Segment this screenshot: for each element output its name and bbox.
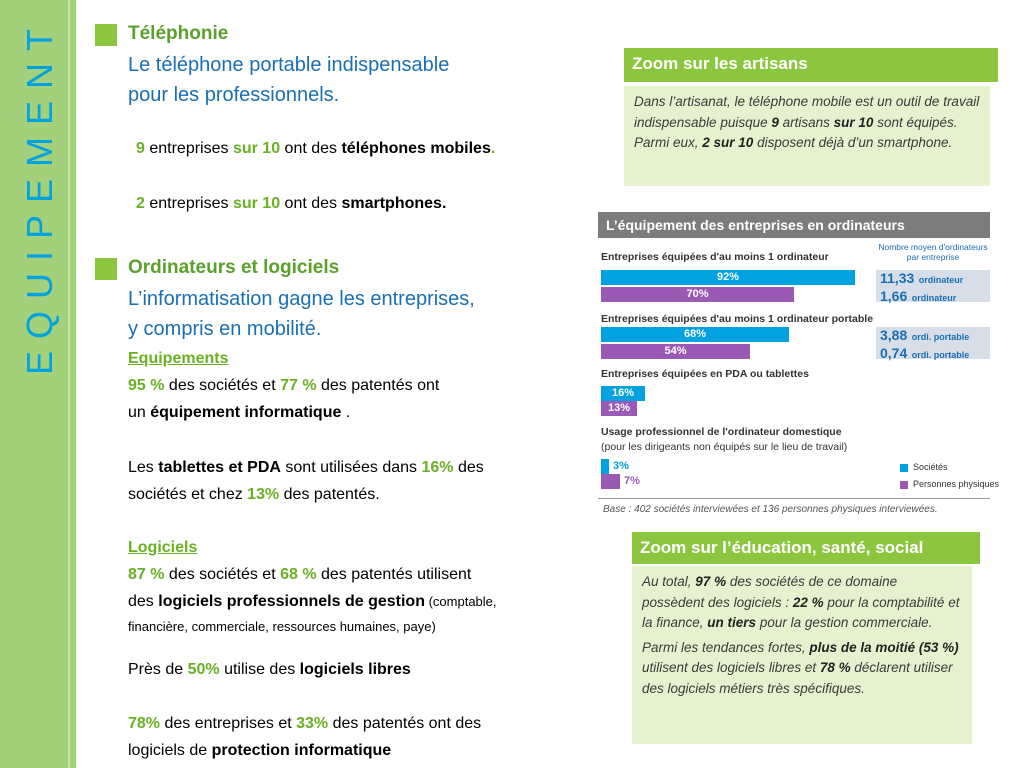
text: sont équipés. Parmi eux, bbox=[634, 114, 958, 150]
percent: 68 % bbox=[280, 566, 317, 583]
keyword: logiciels libres bbox=[299, 661, 411, 678]
text: des sociétés et bbox=[164, 377, 281, 394]
percent: 50% bbox=[187, 661, 220, 678]
text: pour la comptabilité et la finance, bbox=[642, 594, 960, 630]
ordinateurs-subhead-2: y compris en mobilité. bbox=[128, 318, 322, 340]
telephonie-subhead-1: Le téléphone portable indispensable bbox=[128, 54, 450, 76]
percent: 33% bbox=[296, 715, 329, 732]
telephonie-heading: Téléphonie bbox=[128, 23, 229, 44]
chart-bar-personnes bbox=[601, 474, 620, 489]
chart-baseline bbox=[598, 498, 990, 499]
log-line-4 bbox=[128, 659, 411, 681]
text: des sociétés de ce domaine possèdent des logiciels : bbox=[642, 574, 898, 610]
stat-number: 2 bbox=[136, 195, 145, 212]
side-title: EQUIPEMENT bbox=[19, 16, 60, 376]
text: pour la gestion commerciale. bbox=[756, 615, 933, 630]
text: Les bbox=[128, 459, 159, 476]
chart-title: L’équipement des entreprises en ordinateurs bbox=[598, 212, 990, 238]
bold: 2 sur 10 bbox=[702, 135, 754, 150]
equip-line-2 bbox=[128, 402, 350, 424]
percent: 87 % bbox=[128, 566, 165, 583]
chart-bar-label: 16% bbox=[611, 387, 635, 399]
side-band bbox=[0, 0, 76, 768]
chart-bar-label: 70% bbox=[686, 288, 709, 300]
equip-line-1 bbox=[128, 375, 439, 397]
text: utilise des bbox=[219, 661, 300, 678]
equip-line-4 bbox=[128, 484, 380, 506]
stat-keyword: téléphones mobiles bbox=[341, 140, 491, 157]
side-band-line bbox=[68, 0, 70, 768]
stat-smartphones bbox=[136, 193, 446, 215]
bold: 78 % bbox=[819, 660, 851, 675]
avg-header: Nombre moyen d'ordinateurs par entreprise bbox=[878, 242, 988, 262]
percent: 95 % bbox=[128, 377, 165, 394]
zoom-education-p1 bbox=[642, 572, 962, 634]
chart-bar-label: 68% bbox=[683, 328, 707, 340]
stat-ratio: sur 10 bbox=[232, 195, 281, 212]
avg-box-portable bbox=[876, 327, 990, 359]
avg-unit: ordi. portable bbox=[911, 350, 970, 360]
equip-line-3 bbox=[128, 457, 484, 479]
text: sont utilisées dans bbox=[280, 459, 422, 476]
avg-value: 11,33 bbox=[880, 270, 915, 286]
log-line-2 bbox=[128, 591, 497, 613]
stat-dot: . bbox=[490, 140, 496, 157]
bold: 22 % bbox=[792, 594, 824, 610]
bold: 97 % bbox=[695, 574, 727, 589]
stat-text: entreprises bbox=[144, 195, 233, 212]
text: un bbox=[128, 404, 151, 421]
text: des patentés. bbox=[279, 486, 380, 503]
chart-bar-label: 3% bbox=[613, 460, 629, 472]
avg-value: 3,88 bbox=[880, 327, 908, 343]
text: Près de bbox=[128, 661, 188, 678]
avg-unit: ordinateur bbox=[918, 275, 964, 285]
text: utilisent des logiciels libres et bbox=[642, 660, 820, 675]
chart-category-label: Entreprises équipées en PDA ou tablettes bbox=[601, 368, 809, 380]
log-line-1 bbox=[128, 564, 471, 586]
avg-value: 1,66 bbox=[880, 288, 908, 304]
legend-label-societes: Sociétés bbox=[913, 462, 948, 472]
keyword: logiciels professionnels de gestion bbox=[158, 593, 425, 610]
text: des entreprises et bbox=[160, 715, 297, 732]
avg-box-ordinateur bbox=[876, 270, 990, 302]
text: logiciels de bbox=[128, 742, 212, 759]
chart-bar-label: 54% bbox=[664, 345, 687, 357]
keyword: tablettes et PDA bbox=[158, 459, 281, 476]
bold: plus de la moitié (53 %) bbox=[809, 639, 959, 655]
percent: 77 % bbox=[280, 377, 317, 394]
avg-unit: ordinateur bbox=[911, 293, 957, 303]
legend-swatch-societes bbox=[900, 464, 908, 472]
chart-bar-label: 7% bbox=[624, 475, 640, 487]
log-line-6 bbox=[128, 740, 391, 762]
text: des sociétés et bbox=[164, 566, 281, 583]
text: des patentés ont des bbox=[328, 715, 482, 732]
stat-keyword: smartphones. bbox=[341, 195, 447, 212]
stat-text: ont des bbox=[280, 140, 342, 157]
text: sociétés et chez bbox=[128, 486, 248, 503]
percent: 16% bbox=[421, 459, 454, 476]
stat-text: entreprises bbox=[144, 140, 233, 157]
chart-bar-label: 13% bbox=[607, 402, 631, 414]
bold: sur 10 bbox=[833, 114, 874, 130]
text-small: (comptable, bbox=[424, 594, 497, 609]
text: Au total, bbox=[642, 574, 696, 589]
chart-base-note: Base : 402 sociétés interviewées et 136 personnes physiques interviewées. bbox=[603, 504, 938, 515]
zoom-education-header: Zoom sur l’éducation, santé, social bbox=[632, 532, 980, 564]
text: des bbox=[128, 593, 159, 610]
chart-bar-label: 92% bbox=[716, 271, 740, 283]
log-line-3: financière, commerciale, ressources humaines, paye) bbox=[128, 619, 436, 634]
legend-swatch-personnes bbox=[900, 481, 908, 489]
stat-ratio: sur 10 bbox=[232, 140, 281, 157]
ordinateurs-subhead-1: L’informatisation gagne les entreprises, bbox=[128, 288, 475, 310]
text: Dans l’artisanat, le téléphone mobile est un outil de travail indispensable puisque bbox=[634, 94, 980, 130]
percent: 78% bbox=[128, 715, 161, 732]
chart-category-label: Entreprises équipées d'au moins 1 ordinateur bbox=[601, 251, 829, 263]
keyword: équipement informatique bbox=[150, 404, 342, 421]
legend-label-personnes: Personnes physiques bbox=[913, 479, 1000, 489]
zoom-artisans-header: Zoom sur les artisans bbox=[624, 48, 998, 82]
chart-category-label: Entreprises équipées d'au moins 1 ordinateur portable bbox=[601, 313, 874, 325]
keyword: protection informatique bbox=[211, 742, 392, 759]
bold: 9 bbox=[771, 114, 779, 130]
avg-unit: ordi. portable bbox=[911, 332, 970, 342]
equipements-title: Equipements bbox=[128, 350, 229, 367]
telephonie-subhead-2: pour les professionnels. bbox=[128, 84, 340, 106]
zoom-artisans-body bbox=[624, 86, 990, 186]
zoom-education-p2 bbox=[642, 638, 962, 700]
text: des patentés ont bbox=[316, 377, 440, 394]
zoom-education-body bbox=[632, 566, 972, 744]
text: des patentés utilisent bbox=[316, 566, 472, 583]
chart-category-note: (pour les dirigeants non équipés sur le lieu de travail) bbox=[601, 441, 848, 453]
stat-text: ont des bbox=[280, 195, 342, 212]
text: déclarent utiliser des logiciels métiers très spécifiques. bbox=[642, 660, 953, 696]
stat-mobiles bbox=[136, 138, 495, 160]
text: . bbox=[341, 404, 351, 421]
bullet-square-ordinateurs bbox=[95, 258, 117, 280]
text: des bbox=[453, 459, 484, 476]
avg-value: 0,74 bbox=[880, 345, 908, 361]
chart-bar-societes bbox=[601, 459, 609, 474]
text: disposent déjà d’un smartphone. bbox=[753, 135, 953, 150]
log-line-5 bbox=[128, 713, 481, 735]
bullet-square-telephonie bbox=[95, 24, 117, 46]
percent: 13% bbox=[247, 486, 280, 503]
logiciels-title: Logiciels bbox=[128, 539, 198, 556]
chart-category-label: Usage professionnel de l'ordinateur domestique bbox=[601, 426, 842, 438]
bold: un tiers bbox=[707, 615, 757, 630]
stat-number: 9 bbox=[136, 140, 145, 157]
text: Parmi les tendances fortes, bbox=[642, 639, 810, 655]
text: artisans bbox=[778, 114, 834, 130]
ordinateurs-heading: Ordinateurs et logiciels bbox=[128, 257, 340, 278]
